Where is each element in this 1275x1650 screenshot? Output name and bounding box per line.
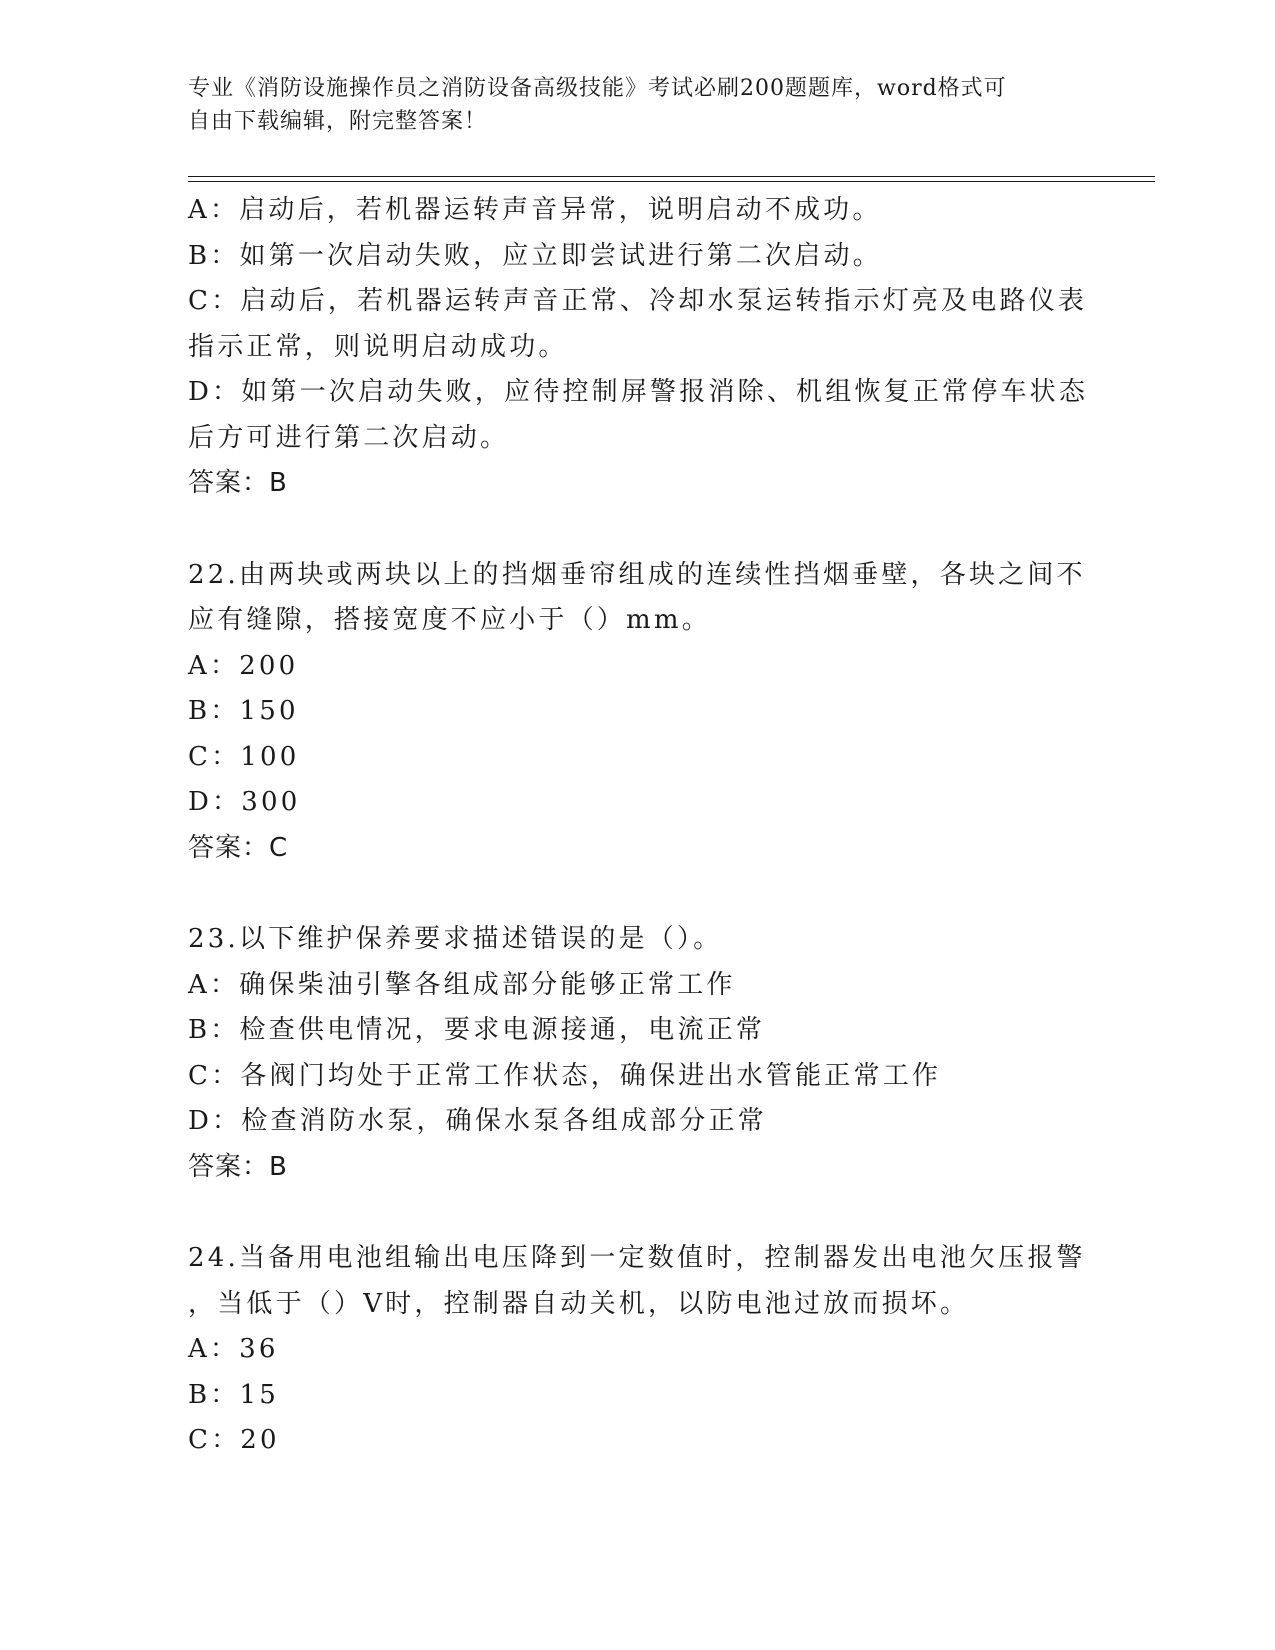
q21-option-d-line-2: 后方可进行第二次启动。	[188, 422, 510, 453]
q21-option-a: A：启动后，若机器运转声音异常，说明启动不成功。	[188, 195, 882, 225]
q24-option-c: C：20	[188, 1425, 280, 1455]
q23-answer: 答案：B	[188, 1151, 288, 1182]
q22-option-c: C：100	[188, 741, 300, 772]
q21-option-c-line-1: C：启动后，若机器运转声音正常、冷却水泵运转指示灯亮及电路仪表	[188, 286, 1088, 316]
q21-option-c-line-2: 指示正常，则说明启动成功。	[188, 331, 568, 362]
question-list	[188, 188, 1089, 1464]
q23-option-d: D：检查消防水泵，确保水泵各组成部分正常	[188, 1106, 767, 1136]
q22-option-b: B：150	[188, 696, 299, 726]
spacer	[188, 1190, 1083, 1236]
q23-option-c: C：各阀门均处于正常工作状态，确保进出水管能正常工作	[188, 1060, 942, 1091]
q23-option-a: A：确保柴油引擎各组成部分能够正常工作	[188, 969, 736, 1000]
header-line-2: 自由下载编辑，附完整答案！	[188, 109, 488, 134]
q21-option-b: B：如第一次启动失败，应立即尝试进行第二次启动。	[188, 240, 882, 271]
q24-stem-line-2: ，当低于（）V时，控制器自动关机，以防电池过放而损坏。	[188, 1288, 970, 1319]
q24-stem-line-1: 24.当备用电池组输出电压降到一定数值时，控制器发出电池欠压报警	[188, 1243, 1086, 1273]
q23-option-b: B：检查供电情况，要求电源接通，电流正常	[188, 1015, 766, 1045]
q21-option-d-line-1: D：如第一次启动失败，应待控制屏警报消除、机组恢复正常停车状态	[188, 377, 1089, 407]
q21-answer: 答案：B	[188, 468, 288, 498]
q24-option-a: A：36	[188, 1334, 279, 1364]
header-line-1: 专业《消防设施操作员之消防设备高级技能》考试必刷200题题库，word格式可	[188, 76, 1007, 101]
spacer	[188, 507, 1083, 553]
header-divider-top	[188, 176, 1155, 177]
document-header	[188, 72, 1068, 138]
q22-stem-line-1: 22.由两块或两块以上的挡烟垂帘组成的连续性挡烟垂壁，各块之间不	[188, 559, 1086, 590]
question-21	[188, 188, 1089, 507]
q22-answer: 答案：C	[188, 832, 289, 863]
question-24	[188, 1236, 1086, 1464]
q22-option-d: D：300	[188, 787, 301, 817]
question-22	[188, 553, 1086, 872]
header-divider-bottom	[188, 181, 1155, 182]
q22-stem-line-2: 应有缝隙，搭接宽度不应小于（）mm。	[188, 605, 711, 635]
q24-option-b: B：15	[188, 1379, 279, 1410]
q22-option-a: A：200	[188, 650, 299, 681]
spacer	[188, 871, 1083, 917]
q23-stem: 23.以下维护保养要求描述错误的是（）。	[188, 924, 723, 954]
question-23	[188, 917, 1083, 1190]
